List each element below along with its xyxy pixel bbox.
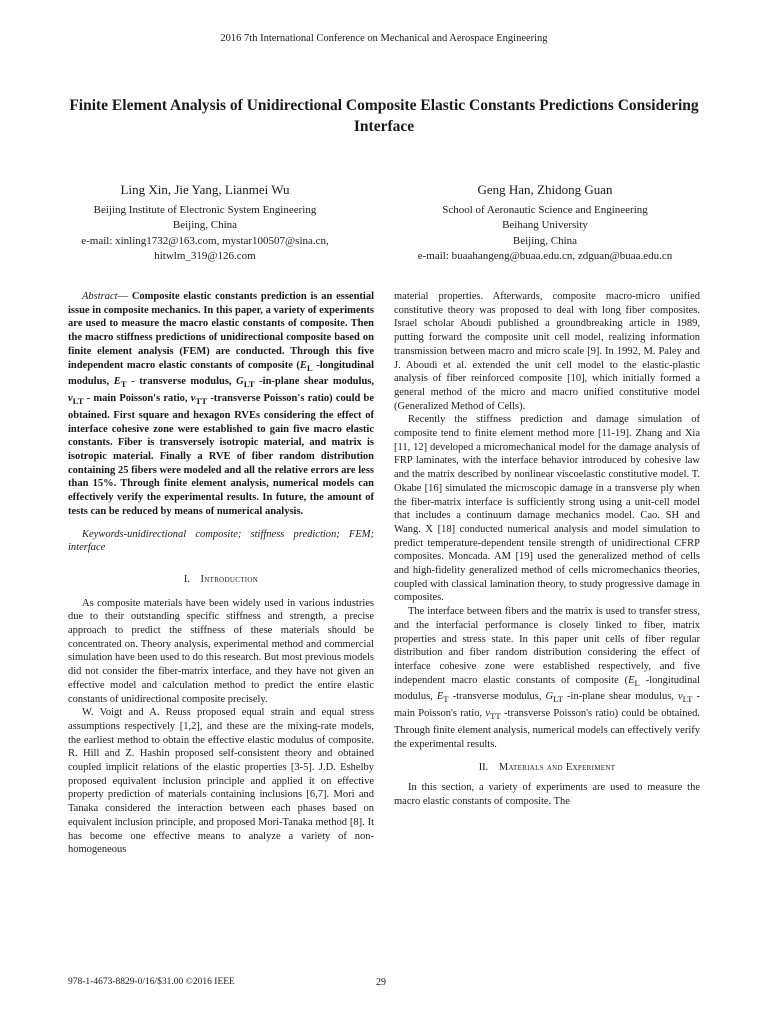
right-column [394, 290, 700, 809]
abstract-label: Abstract [82, 291, 118, 302]
body-paragraph: In this section, a variety of experiments are used to measure the macro elastic constants of composite. The [394, 782, 700, 807]
author-names: Geng Han, Zhidong Guan [477, 182, 613, 197]
author-email: e-mail: xinling1732@163.com, mystar100507@sina.cn, [81, 234, 329, 247]
intro-paragraph: As composite materials have been widely used in various industries due to their outstanding specific stiffness and strength, a precise approach to predict the stiffness of these materials should be concentrated on. Theory analysis, experimental method and commercial simulation have been used to do this research. But most previous models did not consider the fiber-matrix interface, and they have not given an effective model and calculation method to predict the entire elastic constants of unidirectional composite precisely. [68, 597, 374, 705]
abstract: Abstract— Composite elastic constants prediction is an essential issue in composite mechanics. In this paper, a variety of experiments are used to measure the macro elastic constants of composite. Then the macro stiffness predictions of unidirectional composite based on finite element analysis (FEM) are conducted. Through this five independent macro elastic constants of composite ($E_L$ -longitudinal modulus, $E_T$ - transverse modulus, $G_{LT}$ -in-plane shear modulus, $\nu_{LT}$ - main Poisson's ratio, $\nu_{TT}$ -transverse Poisson's ratio) could be obtained. First square and hexagon RVEs considering the effect of interface cohesive zone were established to gain five macro elastic constants. Fiber is transversely isotropic material, and matrix is isotropic material. Finally a RVE of fiber random distribution containing 25 fibers were modeled and all the relative errors are less than 15%. Through finite element analysis, numerical models can effectively verify the experimental results. In future, the amount of tests can be reduced by means of numerical analysis. [68, 291, 374, 517]
paper-title: Finite Element Analysis of Unidirectional Composite Elastic Constants Predictions Considering Interface [69, 97, 699, 135]
author-university: Beihang University [502, 219, 588, 231]
page-number: 29 [376, 977, 386, 988]
section-heading-materials: II. Materials and Experiment [478, 762, 616, 774]
body-paragraph: material properties. Afterwards, composite macro-micro unified constitutive theory was proposed to deal with long fiber composites. Israel scholar Aboudi published a groundbreaking article in 1989, putting forward the composite unit cell model, realizing information transmission between macro and micro scale [9]. In 1992, M. Paley and J. Aboudi et al. extended the unit cell model to the elastic-plastic analysis of fiber reinforced composite [10], which initially formed a general method of the micro and macro unified constitutive model (Generalized Method of Cells). [394, 291, 700, 412]
author-block-1 [55, 182, 355, 265]
left-column [68, 290, 374, 857]
author-block-2 [380, 182, 710, 265]
body-paragraph: The interface between fibers and the matrix is used to transfer stress, and the interfacial performance is closely linked to fiber, matrix properties and stress state. In this paper unit cells of fiber regular distribution and fiber random distribution considering the effect of interface cohesive zone were established respectively, and five independent macro elastic constants of composite ($E_L$ -longitudinal modulus, $E_T$ -transverse modulus, $G_{LT}$ -in-plane shear modulus, $\nu_{LT}$ - main Poisson's ratio, $\nu_{TT}$ -transverse Poisson's ratio) could be obtained. Through finite element analysis, numerical models can effectively verify the experimental results. [394, 606, 701, 750]
section-heading-introduction: I. Introduction [183, 573, 259, 585]
author-location: Beijing, China [172, 219, 238, 231]
author-email: e-mail: buaahangeng@buaa.edu.cn, zdguan@buaa.edu.cn [417, 250, 673, 262]
abstract-text: Composite elastic constants prediction is an essential issue in composite mechanics. In this paper, a variety of experiments are used to measure the macro elastic constants of composite. Then the macro stiffness predictions of unidirectional composite based on finite element analysis (FEM) are conducted. Through this five independent macro elastic constants of composite ( [68, 291, 374, 371]
intro-paragraph: W. Voigt and A. Reuss proposed equal strain and equal stress assumptions respectively [1,2], and these are the mixing-rate models, the earliest method to obtain the effective elastic modulus of composite. R. Hill and Z. Hashin proposed self-consistent theory and obtained coupled implicit relations of the elastic properties [3-5]. J.D. Eshelby proposed equivalent inclusion principle and applied it on effective property prediction of materials containing inclusions [6,7]. Mori and Tanaka considered the interaction between each phases based on equivalent inclusion principle, and proposed Mori-Tanaka method [8]. It has become one effective means to analyze a variety of non-homogeneous [68, 707, 374, 856]
author-affiliation: Beijing Institute of Electronic System Engineering [93, 203, 317, 216]
footer-isbn: 978-1-4673-8829-0/16/$31.00 ©2016 IEEE [68, 977, 235, 987]
author-email: hitwlm_319@126.com [154, 250, 256, 262]
keywords: Keywords-unidirectional composite; stiffness prediction; FEM; interface [68, 528, 374, 554]
author-names: Ling Xin, Jie Yang, Lianmei Wu [120, 182, 290, 197]
author-affiliation: School of Aeronautic Science and Engineering [442, 203, 648, 216]
body-paragraph: Recently the stiffness prediction and damage simulation of composite tend to finite element method more [11-19]. Zhang and Xia [11, 12] developed a micromechanical model for the damage analysis of FRP laminates, with the interface behavior introduced by cohesive law and the matrix described by nonlinear viscoelastic constitutive model. T. Okabe [16] simulated the microscopic damage in a transverse ply when the fiber-matrix interface is sufficiently strong using a unit-cell model that includes a continuum damage mechanics model. Cao. SH and Wang. X [18] conducted numerical analysis and model simulation to predict temperature-dependent tensile strength of unidirectional CFRP composites. Moncada. AM [19] used the generalized method of cells and high-fidelity generalized method of cells micromechanics theories, coupled with classical lamination theory, to study progressive damage in composites. [394, 414, 700, 604]
conference-header: 2016 7th International Conference on Mechanical and Aerospace Engineering [220, 33, 548, 44]
author-location: Beijing, China [512, 234, 578, 247]
